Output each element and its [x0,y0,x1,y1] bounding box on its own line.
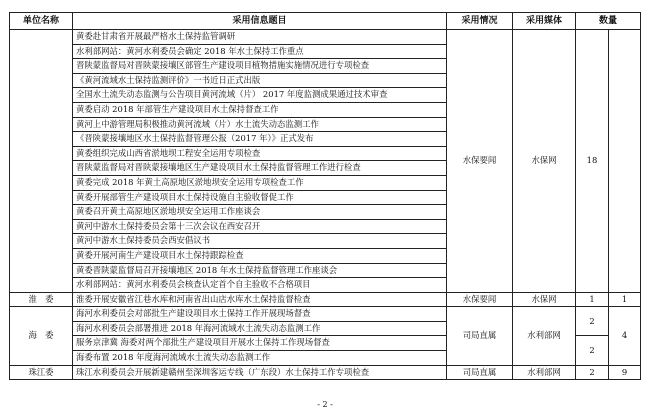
media-cell: 水利部网 [513,365,576,380]
media-cell: 水保网 [513,292,576,307]
count-cell: 2 [576,307,609,336]
unit-cell: 淮 委 [10,292,73,307]
title-cell: 晋陕蒙监督局对晋陕蒙接壤区部管生产建设项目植物措施实施情况进行专项检查 [73,59,447,74]
unit-cell-empty [10,30,73,293]
count-cell: 18 [576,30,609,293]
title-cell: 黄河上中游管理局积极推动黄河流域（片）水土流失动态监测工作 [73,117,447,132]
title-cell: 海委布置 2018 年度海河流域水土流失动态监测工作 [73,351,447,366]
count-cell: 2 [576,365,609,380]
header-status: 采用情况 [447,13,513,30]
title-cell: 黄委开展河南生产建设项目水土保持跟踪检查 [73,248,447,263]
title-cell: 海河水利委员会对部批生产建设项目水土保持工作开展现场督查 [73,307,447,322]
media-cell: 水利部网 [513,307,576,365]
title-cell: 黄河中游水土保持委员会第十三次会议在西安召开 [73,219,447,234]
title-cell: 黄委组织完成山西省淤地坝工程安全运用专项检查 [73,146,447,161]
title-cell: 黄委启动 2018 年部管生产建设项目水土保持督查工作 [73,102,447,117]
title-cell: 《黄河流域水土保持监测评价》一书近日正式出版 [73,73,447,88]
table-row [10,292,641,307]
header-unit: 单位名称 [10,13,73,30]
table-row [10,365,641,380]
status-cell: 水保要闻 [447,292,513,307]
title-cell: 黄委完成 2018 年黄土高原地区淤地坝安全运用专项检查工作 [73,175,447,190]
total-cell-empty [609,30,641,293]
info-table [9,12,641,380]
header-row [10,13,641,30]
header-title: 采用信息题目 [73,13,447,30]
table-row [10,30,641,45]
status-cell: 司局直属 [447,365,513,380]
status-cell: 司局直属 [447,307,513,365]
title-cell: 黄河中游水土保持委员会西安倡议书 [73,234,447,249]
title-cell: 服务京津冀 海委对两个部批生产建设项目开展水土保持工作现场督查 [73,336,447,351]
page-number: - 2 - [317,400,333,409]
media-cell: 水保网 [513,30,576,293]
total-cell: 4 [609,307,641,365]
title-cell: 淮委开展安徽省江巷水库和河南省出山店水库水土保持监督检查 [73,292,447,307]
status-cell: 水保要闻 [447,30,513,293]
title-cell: 黄委赴甘肃省开展最严格水土保持监管调研 [73,30,447,45]
title-cell: 黄委晋陕蒙监督局召开接壤地区 2018 年水土保持监督管理工作座谈会 [73,263,447,278]
title-cell: 水利部网站：黄河水利委员会核查认定首个自主验收不合格项目 [73,278,447,293]
header-count: 数量 [576,13,641,30]
total-cell: 9 [609,365,641,380]
unit-cell: 海 委 [10,307,73,365]
title-cell: 黄委召开黄土高原地区淤地坝安全运用工作座谈会 [73,205,447,220]
title-cell: 全国水土流失动态监测与公告项目黄河流域（片） 2017 年度监测成果通过技术审查 [73,88,447,103]
title-cell: 黄委开展部管生产建设项目水土保持设施自主验收督促工作 [73,190,447,205]
title-cell: 水利部网站：黄河水利委员会确定 2018 年水土保持工作重点 [73,44,447,59]
title-cell: 《晋陕蒙接壤地区水土保持监督管理公报（2017 年）》正式发布 [73,132,447,147]
title-cell: 珠江水利委员会开展新建赣州至深圳客运专线（广东段）水土保持工作专项检查 [73,365,447,380]
table-row [10,307,641,322]
unit-cell: 珠江委 [10,365,73,380]
count-cell: 2 [576,336,609,365]
count-cell: 1 [576,292,609,307]
title-cell: 晋陕蒙监督局对晋陕蒙接壤地区生产建设项目水土保持监督管理工作进行检查 [73,161,447,176]
title-cell: 海河水利委员会部署推进 2018 年海河流域水土流失动态监测工作 [73,321,447,336]
total-cell: 1 [609,292,641,307]
header-media: 采用媒体 [513,13,576,30]
